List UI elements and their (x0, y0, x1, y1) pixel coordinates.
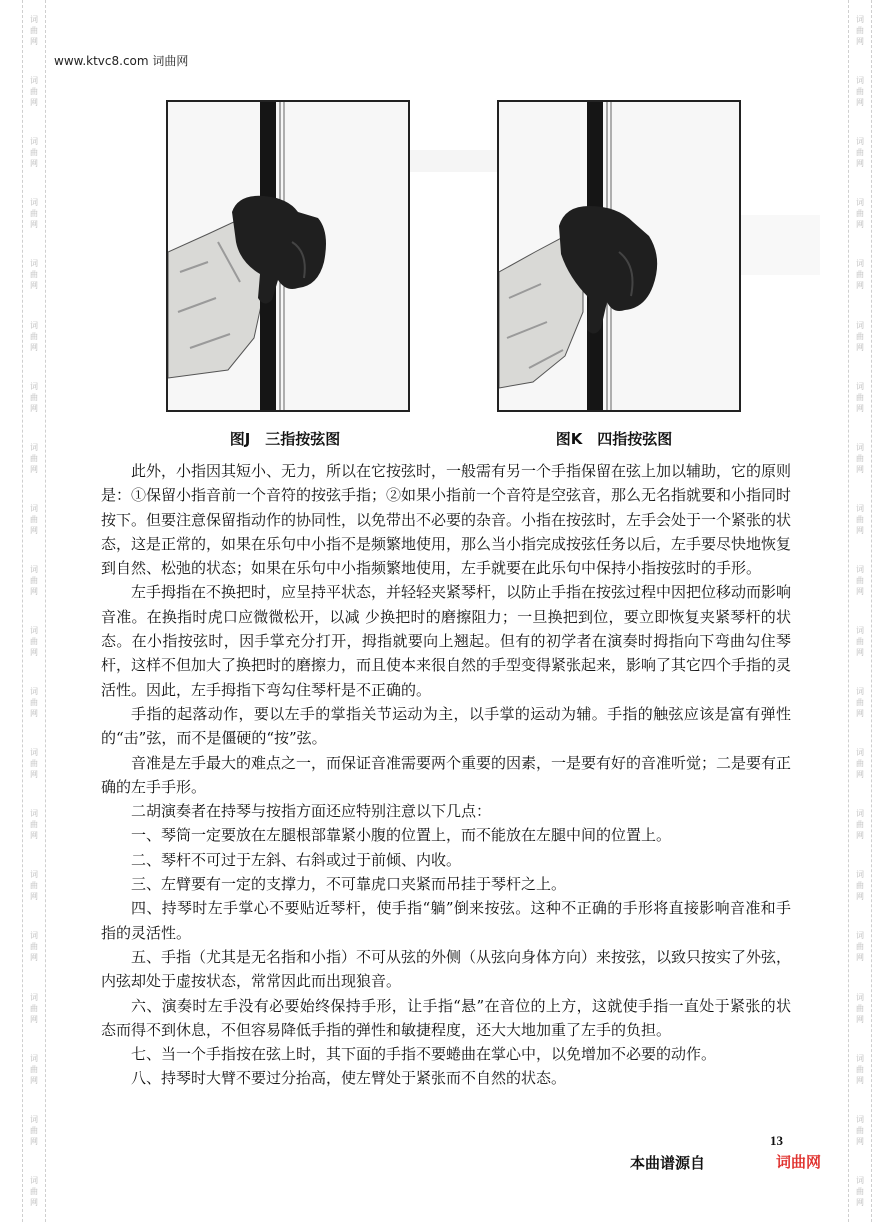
watermark-char: 曲 (856, 575, 864, 585)
source-label: 本曲谱源自 (630, 1154, 706, 1172)
watermark-char: 词 (856, 564, 864, 574)
four-finger-photo-illustration (499, 102, 739, 410)
watermark-char: 词 (856, 809, 864, 819)
watermark-char: 网 (30, 1136, 38, 1146)
note-item-7: 七、当一个手指按在弦上时，其下面的手指不要蜷曲在掌心中，以免增加不必要的动作。 (131, 1045, 717, 1064)
watermark-mark (30, 869, 38, 902)
watermark-mark (856, 442, 864, 475)
watermark-char: 词 (30, 809, 38, 819)
watermark-char: 曲 (30, 1064, 38, 1074)
watermark-mark (30, 1114, 38, 1147)
watermark-char: 词 (856, 870, 864, 880)
paragraph-notes-intro: 二胡演奏者在持琴与按指方面还应特别注意以下几点： (131, 802, 492, 821)
watermark-char: 网 (30, 1197, 38, 1207)
watermark-mark (30, 75, 38, 108)
watermark-char: 词 (30, 198, 38, 208)
watermark-char: 网 (856, 831, 864, 841)
watermark-mark (30, 442, 38, 475)
watermark-char: 曲 (856, 26, 864, 36)
watermark-char: 曲 (856, 759, 864, 769)
watermark-mark (856, 320, 864, 353)
watermark-char: 曲 (30, 698, 38, 708)
watermark-char: 曲 (856, 820, 864, 830)
watermark-char: 曲 (30, 392, 38, 402)
figure-j-caption: 图J 三指按弦图 (229, 430, 341, 448)
photo-three-finger-stopping (166, 100, 410, 412)
watermark-char: 网 (30, 342, 38, 352)
watermark-char: 网 (856, 1075, 864, 1085)
watermark-char: 曲 (30, 26, 38, 36)
watermark-char: 网 (856, 281, 864, 291)
watermark-char: 词 (856, 625, 864, 635)
watermark-char: 词 (856, 931, 864, 941)
watermark-mark (856, 992, 864, 1025)
watermark-mark (856, 136, 864, 169)
watermark-mark (30, 197, 38, 230)
watermark-char: 网 (856, 1136, 864, 1146)
watermark-char: 曲 (30, 1186, 38, 1196)
watermark-mark (856, 1053, 864, 1086)
note-item-2: 二、琴杆不可过于左斜、右斜或过于前倾、内收。 (131, 850, 462, 869)
paragraph-finger-motion: 手指的起落动作，要以左手的掌指关节运动为主，以手掌的运动为辅。手指的触弦应该是富有弹性的“击”弦，而不是僵硬的“按”弦。 (101, 704, 791, 748)
figure-k-caption: 图K 四指按弦图 (555, 430, 673, 448)
watermark-char: 网 (856, 953, 864, 963)
watermark-char: 词 (856, 687, 864, 697)
watermark-char: 词 (30, 1175, 38, 1185)
watermark-char: 词 (30, 137, 38, 147)
watermark-mark (30, 930, 38, 963)
watermark-char: 网 (856, 1014, 864, 1024)
note-item-6: 六、演奏时左手没有必要始终保持手形，让手指“悬”在音位的上方，这就使手指一直处于紧张的状态而得不到休息，不但容易降低手指的弹性和敏捷程度，还大大地加重了左手的负担。 (101, 996, 791, 1039)
watermark-char: 曲 (30, 575, 38, 585)
watermark-char: 曲 (856, 1186, 864, 1196)
watermark-char: 曲 (856, 636, 864, 646)
watermark-mark (30, 808, 38, 841)
watermark-char: 网 (30, 403, 38, 413)
watermark-mark (30, 320, 38, 353)
watermark-char: 网 (856, 892, 864, 902)
watermark-mark (856, 1175, 864, 1208)
watermark-mark (856, 75, 864, 108)
watermark-char: 词 (30, 320, 38, 330)
watermark-char: 网 (856, 98, 864, 108)
watermark-char: 词 (30, 1053, 38, 1063)
watermark-char: 曲 (30, 881, 38, 891)
site-header[interactable]: www.ktvc8.com 词曲网 (54, 54, 189, 68)
watermark-mark (30, 14, 38, 47)
watermark-mark (30, 136, 38, 169)
paragraph-little-finger: 此外，小指因其短小、无力，所以在它按弦时，一般需有另一个手指保留在弦上加以辅助，它的原则是：①保留小指音前一个音符的按弦手指；②如果小指前一个音符是空弦音，那么无名指就要和小指同时按下。但要注意保留指动作的协同性，以免带出不必要的杂音。小指在按弦时，左手会处于一个紧张的状态，这是正常的，如果在乐句中小指不是频繁地使用，那么当小指完成按弦任务以后，左手要尽快地恢复到自然、松弛的状态；如果在乐句中小指频繁地使用，左手就要在此乐句中保持小指按弦时的手形。 (101, 462, 792, 578)
watermark-char: 曲 (856, 392, 864, 402)
watermark-mark (856, 747, 864, 780)
three-finger-photo-illustration (168, 102, 408, 410)
watermark-char: 曲 (30, 87, 38, 97)
watermark-char: 曲 (30, 209, 38, 219)
watermark-char: 曲 (856, 331, 864, 341)
watermark-mark (30, 992, 38, 1025)
watermark-char: 网 (30, 220, 38, 230)
watermark-mark (856, 930, 864, 963)
watermark-char: 网 (30, 1014, 38, 1024)
watermark-char: 网 (30, 953, 38, 963)
watermark-char: 网 (856, 37, 864, 47)
watermark-char: 词 (856, 1175, 864, 1185)
watermark-char: 词 (30, 687, 38, 697)
watermark-mark (30, 381, 38, 414)
source-brand-logo[interactable]: 词曲网 (776, 1153, 822, 1171)
watermark-mark (30, 258, 38, 291)
watermark-mark (30, 747, 38, 780)
watermark-mark (856, 503, 864, 536)
left-watermark-strip (22, 0, 46, 1222)
watermark-mark (856, 258, 864, 291)
watermark-char: 词 (30, 564, 38, 574)
watermark-char: 词 (30, 625, 38, 635)
watermark-char: 词 (856, 198, 864, 208)
watermark-char: 网 (30, 1075, 38, 1085)
watermark-mark (30, 686, 38, 719)
watermark-char: 曲 (30, 453, 38, 463)
watermark-char: 曲 (30, 759, 38, 769)
watermark-char: 词 (30, 748, 38, 758)
watermark-char: 曲 (30, 148, 38, 158)
note-item-1: 一、琴筒一定要放在左腿根部靠紧小腹的位置上，而不能放在左腿中间的位置上。 (131, 826, 672, 845)
watermark-char: 曲 (856, 1064, 864, 1074)
watermark-char: 曲 (30, 820, 38, 830)
watermark-char: 曲 (856, 698, 864, 708)
watermark-char: 词 (30, 442, 38, 452)
watermark-char: 网 (856, 159, 864, 169)
watermark-char: 网 (856, 647, 864, 657)
watermark-char: 曲 (30, 514, 38, 524)
watermark-char: 曲 (856, 881, 864, 891)
watermark-char: 词 (856, 1053, 864, 1063)
watermark-char: 词 (856, 15, 864, 25)
watermark-char: 网 (856, 464, 864, 474)
watermark-mark (856, 564, 864, 597)
watermark-mark (30, 1053, 38, 1086)
watermark-char: 词 (856, 381, 864, 391)
watermark-char: 词 (856, 1114, 864, 1124)
watermark-char: 网 (856, 342, 864, 352)
watermark-char: 网 (856, 220, 864, 230)
watermark-char: 网 (30, 892, 38, 902)
watermark-char: 网 (30, 37, 38, 47)
watermark-char: 词 (30, 1114, 38, 1124)
body-text (101, 459, 791, 1091)
watermark-char: 网 (30, 586, 38, 596)
watermark-mark (856, 381, 864, 414)
watermark-mark (30, 1175, 38, 1208)
watermark-char: 网 (30, 281, 38, 291)
watermark-char: 词 (856, 992, 864, 1002)
watermark-mark (856, 686, 864, 719)
paragraph-thumb: 左手拇指在不换把时，应呈持平状态，并轻轻夹紧琴杆，以防止手指在按弦过程中因把位移动而影响音准。在换指时虎口应微微松开，以减 少换把时的磨擦阻力；一旦换把到位，要立即恢复夹紧琴杆的状态。在小指按弦时，因手掌充分打开，拇指就要向上翘起。但有的初学者在演奏时拇指向下弯曲勾住琴杆，这样不但加大了换把时的磨擦力，而且使本来很自然的手型变得紧张起来，影响了其它四个手指的灵活性。因此，左手拇指下弯勾住琴杆是不正确的。 (101, 583, 792, 699)
watermark-char: 词 (30, 503, 38, 513)
watermark-mark (856, 625, 864, 658)
note-item-8: 八、持琴时大臂不要过分抬高，使左臂处于紧张而不自然的状态。 (131, 1069, 567, 1088)
note-item-4: 四、持琴时左手掌心不要贴近琴杆，使手指“躺”倒来按弦。这种不正确的手形将直接影响音准和手指的灵活性。 (101, 899, 791, 942)
page-number: 13 (770, 1133, 783, 1148)
watermark-char: 曲 (856, 453, 864, 463)
watermark-char: 曲 (856, 270, 864, 280)
paragraph-intonation: 音准是左手最大的难点之一，而保证音准需要两个重要的因素，一是要有好的音准听觉；二是要有正确的左手手形。 (101, 753, 792, 796)
watermark-char: 网 (30, 647, 38, 657)
watermark-char: 网 (856, 586, 864, 596)
watermark-mark (30, 503, 38, 536)
watermark-char: 曲 (856, 1003, 864, 1013)
watermark-mark (856, 1114, 864, 1147)
watermark-char: 曲 (30, 942, 38, 952)
watermark-char: 网 (856, 1197, 864, 1207)
watermark-char: 词 (856, 748, 864, 758)
watermark-char: 词 (30, 381, 38, 391)
watermark-char: 网 (30, 98, 38, 108)
watermark-char: 网 (30, 159, 38, 169)
watermark-char: 网 (30, 770, 38, 780)
watermark-char: 词 (30, 992, 38, 1002)
watermark-char: 曲 (30, 1125, 38, 1135)
right-watermark-strip (848, 0, 872, 1222)
watermark-char: 词 (856, 259, 864, 269)
watermark-mark (856, 808, 864, 841)
watermark-char: 网 (856, 525, 864, 535)
watermark-char: 曲 (30, 1003, 38, 1013)
watermark-char: 词 (30, 15, 38, 25)
watermark-char: 词 (856, 442, 864, 452)
watermark-mark (30, 625, 38, 658)
watermark-char: 曲 (856, 148, 864, 158)
watermark-char: 词 (30, 931, 38, 941)
photo-four-finger-stopping (497, 100, 741, 412)
watermark-char: 网 (856, 770, 864, 780)
watermark-char: 词 (856, 320, 864, 330)
watermark-char: 曲 (30, 331, 38, 341)
watermark-char: 词 (30, 76, 38, 86)
watermark-mark (856, 197, 864, 230)
watermark-char: 曲 (856, 209, 864, 219)
watermark-char: 词 (856, 76, 864, 86)
watermark-char: 网 (30, 709, 38, 719)
watermark-char: 网 (856, 403, 864, 413)
watermark-char: 网 (30, 464, 38, 474)
note-item-3: 三、左臂要有一定的支撑力，不可靠虎口夹紧而吊挂于琴杆之上。 (131, 875, 567, 894)
watermark-char: 网 (30, 831, 38, 841)
watermark-char: 词 (30, 259, 38, 269)
watermark-char: 曲 (856, 87, 864, 97)
watermark-char: 曲 (856, 942, 864, 952)
watermark-mark (30, 564, 38, 597)
watermark-char: 曲 (856, 514, 864, 524)
watermark-char: 词 (856, 503, 864, 513)
watermark-char: 网 (856, 709, 864, 719)
watermark-char: 曲 (30, 636, 38, 646)
watermark-char: 词 (30, 870, 38, 880)
watermark-mark (856, 14, 864, 47)
watermark-char: 曲 (30, 270, 38, 280)
watermark-mark (856, 869, 864, 902)
watermark-char: 曲 (856, 1125, 864, 1135)
note-item-5: 五、手指（尤其是无名指和小指）不可从弦的外侧（从弦向身体方向）来按弦，以致只按实了外弦，内弦却处于虚按状态，常常因此而出现狼音。 (101, 947, 792, 991)
watermark-char: 网 (30, 525, 38, 535)
watermark-char: 词 (856, 137, 864, 147)
